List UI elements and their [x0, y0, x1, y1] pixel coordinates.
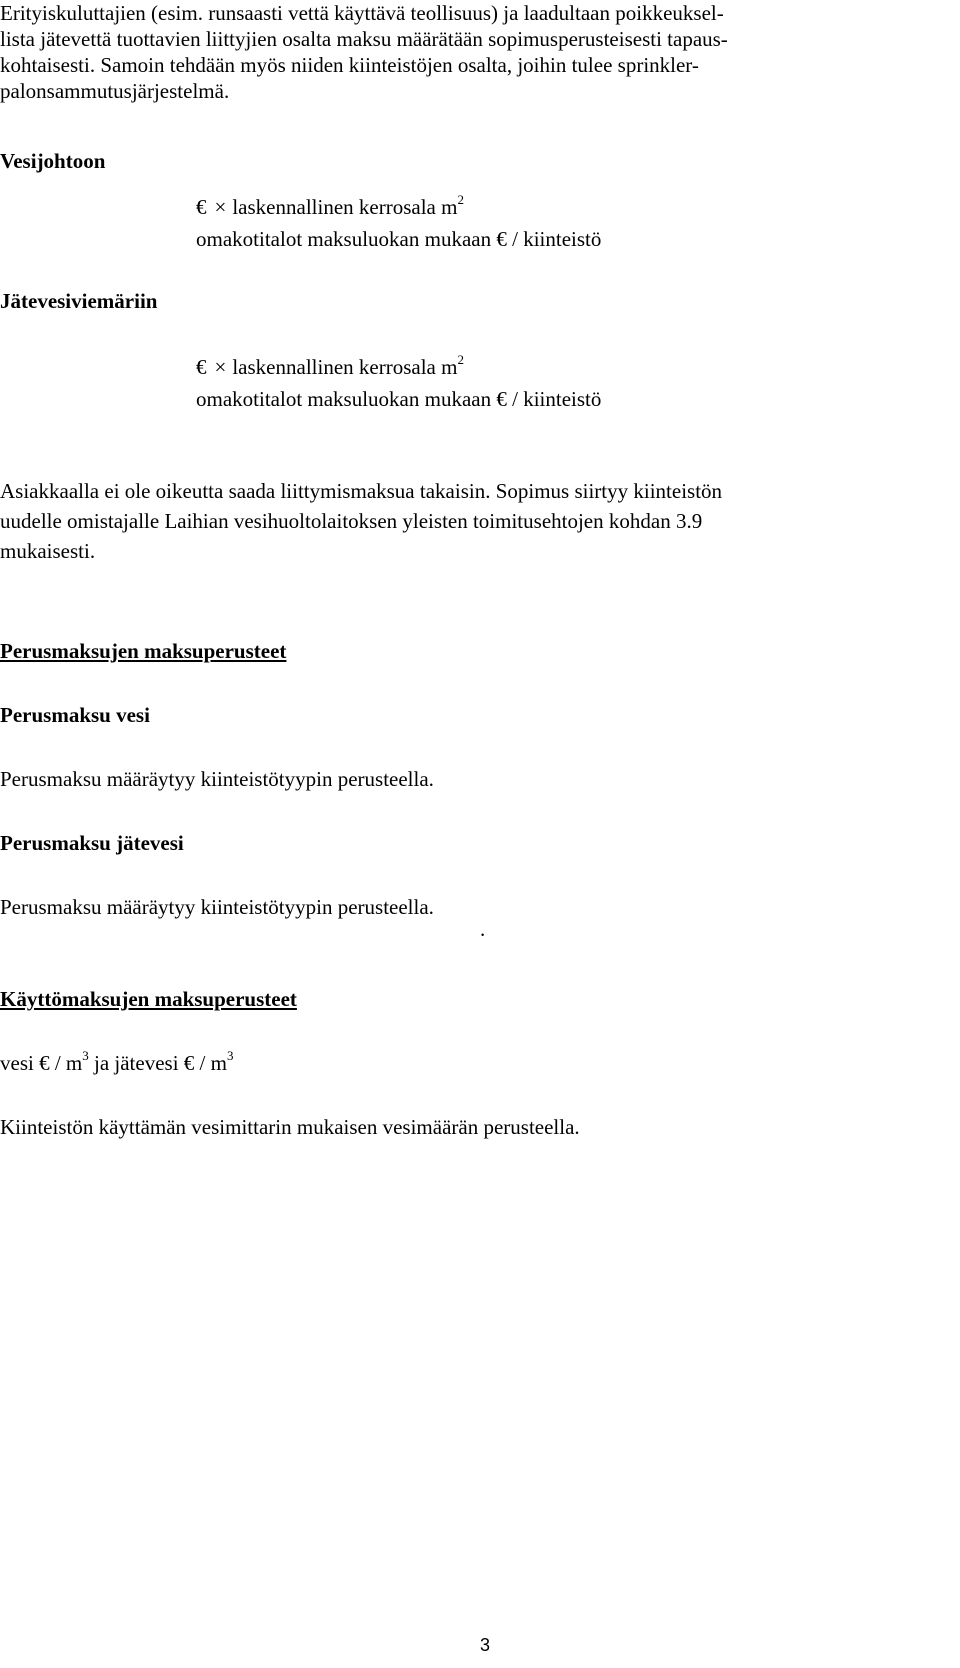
intro-line-3: kohtaisesti. Samoin tehdään myös niiden kiinteistöjen osalta, joihin tulee sprinkler- [0, 53, 699, 77]
stray-dot: . [480, 917, 486, 941]
jatevesi-omakotitalot [196, 386, 601, 412]
jatevesi-omakotitalot-text: omakotitalot maksuluokan mukaan [196, 387, 497, 411]
intro-line-4: palonsammutusjärjestelmä. [0, 79, 230, 103]
jatevesi-heading: Jätevesiviemäriin [0, 289, 158, 313]
euro-symbol: € [196, 195, 207, 219]
kayttomaksut-units [0, 1050, 233, 1076]
asiakas-line-1: Asiakkaalla ei ole oikeutta saada liittymismaksua takaisin. Sopimus siirtyy kiinteistön [0, 479, 723, 503]
multiply-symbol: × [214, 195, 227, 219]
kayttomaksut-exponent-2: 3 [226, 1048, 234, 1063]
perusmaksu-jatevesi-text: Perusmaksu määräytyy kiinteistötyypin perusteella. [0, 895, 434, 919]
kayttomaksut-text: Kiinteistön käyttämän vesimittarin mukaisen vesimäärän perusteella. [0, 1115, 580, 1139]
vesijohto-formula-text: laskennallinen kerrosala m [232, 195, 458, 219]
vesijohto-formula [196, 194, 464, 220]
perusmaksu-vesi-heading: Perusmaksu vesi [0, 703, 150, 727]
asiakas-line-2: uudelle omistajalle Laihian vesihuoltolaitoksen yleisten toimitusehtojen kohdan 3.9 [0, 509, 703, 533]
page-number: 3 [480, 1635, 491, 1655]
vesijohto-omakotitalot-text: omakotitalot maksuluokan mukaan [196, 227, 497, 251]
kayttomaksut-heading: Käyttömaksujen maksuperusteet [0, 987, 297, 1011]
kayttomaksut-exponent-1: 3 [82, 1048, 89, 1063]
intro-line-1: Erityiskuluttajien (esim. runsaasti vettä käyttävä teollisuus) ja laadultaan poikkeuksel- [0, 1, 724, 25]
euro-symbol: € [183, 1051, 195, 1075]
vesijohto-omakotitalot-unit: / kiinteistö [506, 227, 602, 251]
kayttomaksut-unit-1: / m [49, 1051, 83, 1075]
kayttomaksut-vesi-label: vesi [0, 1051, 40, 1075]
perusmaksu-vesi-text: Perusmaksu määräytyy kiinteistötyypin perusteella. [0, 767, 434, 791]
vesijohto-formula-exponent: 2 [457, 192, 464, 207]
multiply-symbol: × [214, 355, 227, 379]
jatevesi-formula-exponent: 2 [457, 352, 464, 367]
jatevesi-formula-text: laskennallinen kerrosala m [232, 355, 458, 379]
vesijohto-omakotitalot [196, 226, 601, 252]
kayttomaksut-unit-2: / m [194, 1051, 227, 1075]
jatevesi-omakotitalot-unit: / kiinteistö [506, 387, 602, 411]
euro-symbol: € [496, 227, 507, 251]
intro-line-2: lista jätevettä tuottavien liittyjien osalta maksu määrätään sopimusperusteisesti tapaus- [0, 27, 728, 51]
euro-symbol: € [196, 355, 207, 379]
euro-symbol: € [39, 1051, 50, 1075]
euro-symbol: € [496, 387, 507, 411]
kayttomaksut-jatevesi-label: ja jätevesi [88, 1051, 184, 1075]
asiakas-line-3: mukaisesti. [0, 539, 96, 563]
perusmaksut-heading: Perusmaksujen maksuperusteet [0, 639, 287, 663]
perusmaksu-jatevesi-heading: Perusmaksu jätevesi [0, 831, 184, 855]
jatevesi-formula [196, 354, 464, 380]
vesijohto-heading: Vesijohtoon [0, 149, 106, 173]
